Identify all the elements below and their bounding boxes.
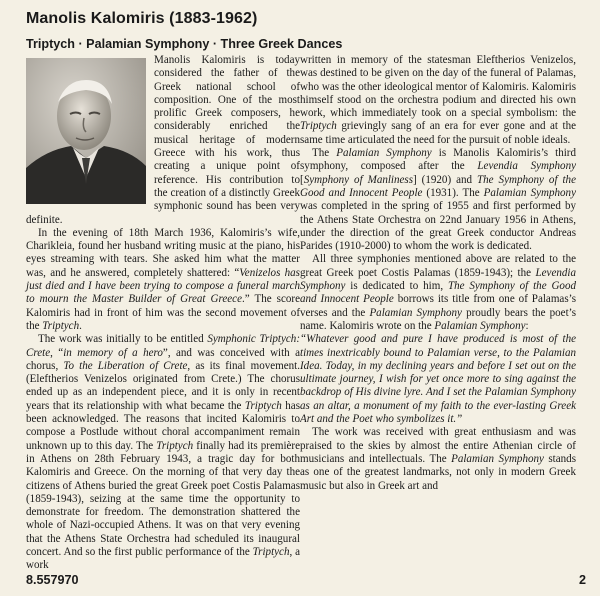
paragraph-continuation: written in memory of the statesman Eleftherios Venizelos, was destined to be given on the day of the funeral of Palamas, who was the other ideological mentor of Kalomiris. Kalomiris himself stood on the orchestra podium and directed his own work, which immediately took on a special symbolism: the Triptych grievingly sang of an era for ever gone and at the same time articulated the need for the pursuit of noble ideals. — [300, 54, 576, 146]
composer-portrait — [26, 58, 146, 204]
paragraph-1936: In the evening of 18th March 1936, Kalomiris’s wife, Charikleia, found her husband writing music at the piano, his eyes streaming with tears. She asked him what the matter was, and he answered, completely shattered: “Venizelos has just died and I have been trying to compose a funeral march to mourn the Master Builder of Great Greece.” The score Kalomiris had in front of him was the second movement of the Triptych. — [26, 226, 300, 332]
paragraph-palamian-symphony: The Palamian Symphony is Manolis Kalomiris’s third symphony, composed after the Levendia Symphony [Symphony of Manliness] (1920) and The Symphony of the Good and Innocent People (1931). The Palamian Symphony was completed in the spring of 1955 and first performed by the Athens State Orchestra on 22nd January 1956 in Athens, under the direction of the great Greek conductor Andreas Parides (1910-2000) to whom the work is dedicated. — [300, 147, 577, 253]
intro-paragraph: Manolis Kalomiris is today considered the father of the Greek national school of composition. One of the most prolific Greek composers, he considerably enriched the musical heritage of modern Greece with his work, thus creating a unique point of reference. His contribution to the creation of a distinctly Greek symphonic sound has been very definite. — [26, 54, 300, 226]
left-column — [26, 54, 300, 573]
paragraph-triptych: The work was initially to be entitled Symphonic Triptych: Crete, “in memory of a hero”, and was conceived with a chorus, To the Liberation of Crete, as its final movement. (Eleftherios Venizelos originated from Crete.) The chorus ended up as an independent piece, and it is only in recent years that its relationship with what became the Triptych has been acknowledged. The reasons that incited Kalomiris to compose a Postlude without choral accompaniment remain unknown up to this day. The Triptych finally had its première in Athens on 28th February 1943, a tragic day for both Kalomiris and Greece. On the morning of that very day the citizens of Athens buried the great Greek poet Costis Palamas (1859-1943), seizing at the same time the opportunity to demonstrate for freedom. The demonstration shattered the whole of Nazi-occupied Athens. It was on that very evening that the Athens State Orchestra had scheduled its inaugural concert. And so the first public performance of the Triptych, a work — [26, 333, 300, 572]
paragraph-three-symphonies: All three symphonies mentioned above are related to the great Greek poet Costis Palamas (1859-1943); the Levendia Symphony is dedicated to him, The Symphony of the Good and Innocent People borrows its title from one of Palamas’s verses and the Palamian Symphony proudly bears the poet’s name. Kalomiris wrote on the Palamian Symphony: — [300, 253, 577, 332]
kalomiris-quote: “Whatever good and pure I have produced is most of the times inextricably bound to Palamian verse, to the Palamian Idea. Today, in my declining years and before I set out on the ultimate journey, I wish for yet once more to sing against the backdrop of His divine lyre. And I set the Palamian Symphony as an altar, a monument of my faith to the ever-lasting Greek Art and the Poet who symbolizes it.” — [300, 333, 576, 426]
right-column — [300, 54, 576, 493]
page-subtitle: Triptych · Palamian Symphony · Three Greek Dances — [26, 37, 343, 51]
paragraph-reception: The work was received with great enthusiasm and was praised to the skies by almost the entire Athenian circle of musicians and intellectuals. The Palamian Symphony stands as one of the greatest landmarks, not only in modern Greek music but also in Greek art and — [300, 426, 576, 492]
catalog-number: 8.557970 — [26, 573, 79, 587]
page-title: Manolis Kalomiris (1883-1962) — [26, 10, 258, 27]
page-number: 2 — [578, 573, 586, 587]
